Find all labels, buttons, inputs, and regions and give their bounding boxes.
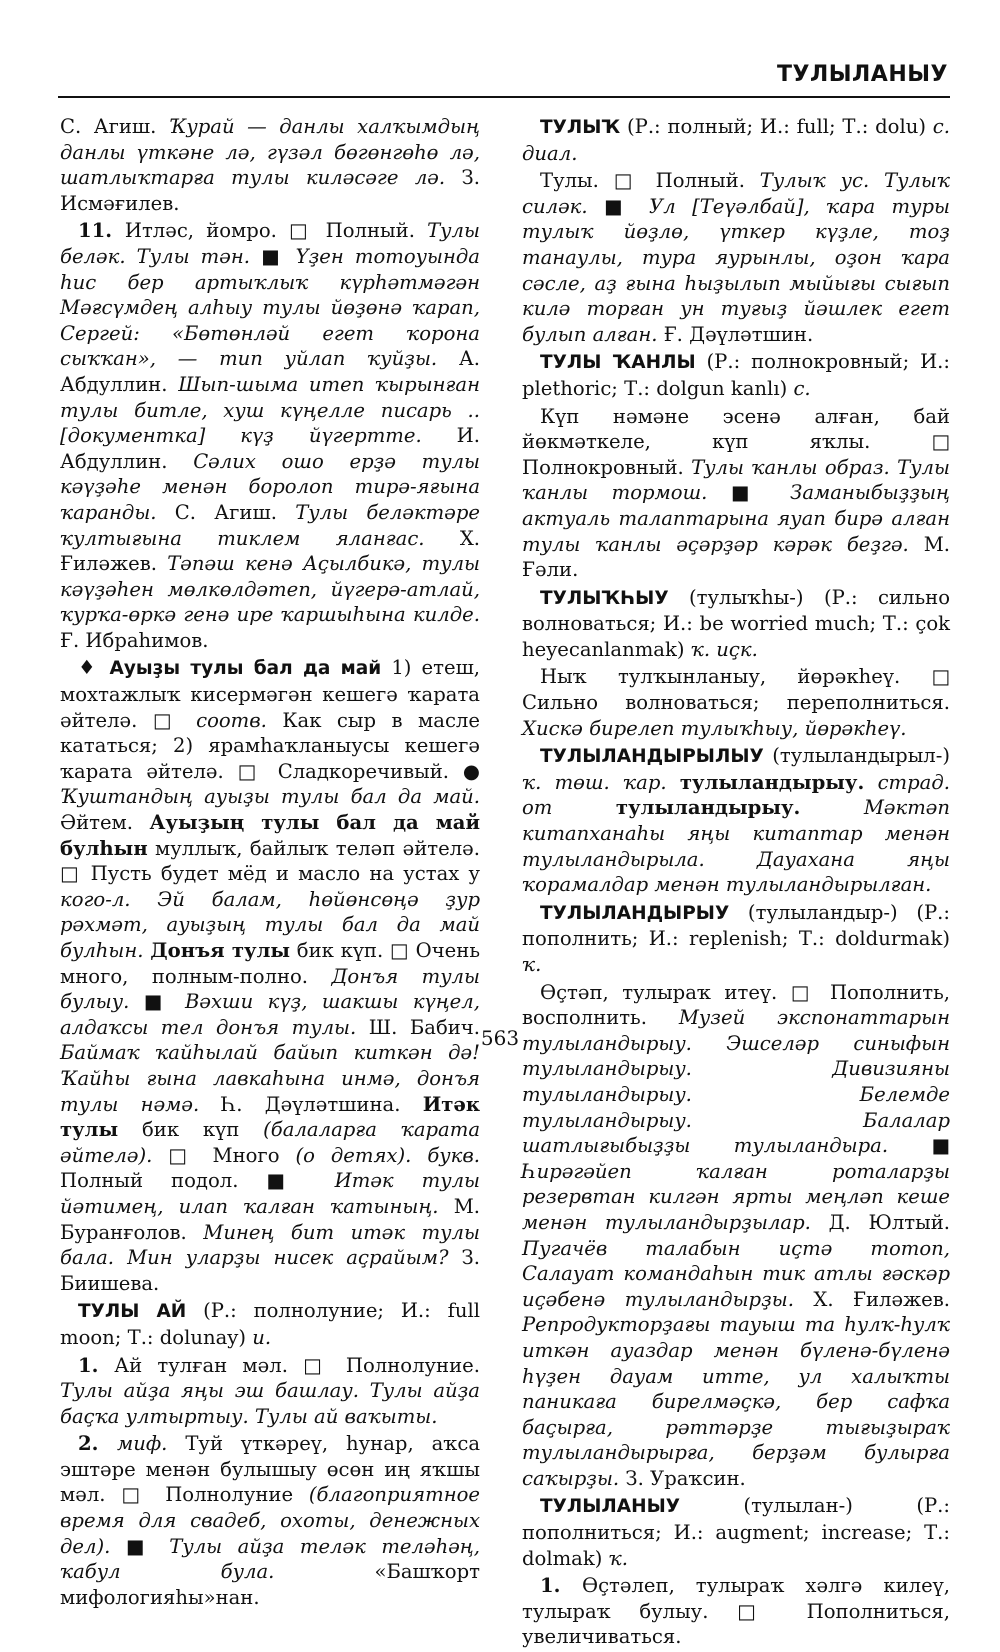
entry-headword: ТУЛЫҠҺЫУ <box>540 587 669 609</box>
text-run: Итләс, йомро. □ Полный. <box>124 219 428 243</box>
text-run: М. Ғәли. <box>522 532 950 582</box>
text-run <box>667 771 680 794</box>
right-column <box>522 114 950 1652</box>
dictionary-paragraph <box>522 980 950 1492</box>
text-run: Ҡурай — данлы халҡымдың данлы үткәне лә, гүзәл бөгөнгөһө лә, шатлыҡтарға тулы киләсәге лә. <box>60 115 480 190</box>
dictionary-paragraph <box>60 1298 480 1350</box>
dictionary-paragraph <box>60 114 480 216</box>
text-run: ҡ. <box>522 953 542 976</box>
dictionary-paragraph <box>60 655 480 1296</box>
dictionary-paragraph <box>522 1573 950 1650</box>
text-run: Ныҡ тулҡынланыу, йөрәкһеү. □ Сильно волноваться; переполниться. <box>522 665 950 715</box>
text-run: ҡ. иҫк. <box>690 637 758 661</box>
dictionary-paragraph <box>60 218 480 653</box>
text-run: тулыландырыу. <box>679 770 865 794</box>
dictionary-paragraph <box>522 1493 950 1571</box>
text-run: тулыландырыу. <box>615 796 801 820</box>
text-run: Ш. Бабич. <box>356 1015 480 1039</box>
text-run: муллыҡ, байлыҡ теләп әйтелә. □ Пусть будет мёд и масло на устах у <box>60 836 480 886</box>
entry-headword: ТУЛЫ ҠАНЛЫ <box>540 352 696 374</box>
text-run: Тулы айҙа яңы эш башлау. Тулы айҙа баҫҡа ултыртыу. Тулы ай ваҡыты. <box>60 1379 480 1428</box>
text-run <box>411 1144 427 1167</box>
left-column <box>60 114 480 1612</box>
text-run: Д. Юлтый. <box>810 1210 950 1234</box>
text-run: Сәлих ошо ерҙә тулы кәүҙәһе менән боролоп тирә-яғына ҡаранды. <box>60 449 480 524</box>
text-run: Тулыҡ ус. Тулыҡ силәк. <box>522 169 950 218</box>
text-run: С. Агиш. <box>60 115 169 138</box>
text-run: кого-л. <box>60 887 131 911</box>
dictionary-paragraph <box>522 349 950 401</box>
entry-headword: Ауыҙы тулы бал да май <box>109 658 382 680</box>
dictionary-paragraph <box>522 114 950 166</box>
text-run: (благоприятное время для свадеб, охоты, денежных дел). <box>60 1483 480 1558</box>
text-run: 2. <box>78 1432 117 1456</box>
text-run: Тулы беләктәре ҡултығына тиклем яланғас. <box>60 500 480 550</box>
text-run: (тулылан-) (Р.: пополниться; И.: augment; increase; Т.: dolmak) <box>522 1494 950 1570</box>
text-run: 11. <box>78 219 125 243</box>
text-run: И. Абдуллин. <box>60 424 481 473</box>
text-run <box>800 796 864 819</box>
text-run: А. Абдуллин. <box>60 347 480 396</box>
text-run: Музей экспонаттарын тулыландырыу. Эшселәр синыфын тулыландырыу. Дивизияны тулыландырыу. Белемде тулыландырыу. Балалар шатлығыбыҙҙы тулыландыра. <box>522 1006 950 1158</box>
text-run: Заманыбыҙҙың актуаль талаптарына яуап бирә алған тулы ҡанлы әҫәрҙәр кәрәк беҙгә. <box>522 481 950 556</box>
text-run: ♦ <box>78 656 110 680</box>
text-run: Х. Ғиләжев. <box>60 526 481 576</box>
text-run: ■ <box>707 481 791 505</box>
text-run: страд. от <box>522 770 951 820</box>
text-run: З. Исмәғилев. <box>60 166 480 215</box>
dictionary-paragraph <box>522 168 950 347</box>
text-run: □ Много <box>152 1143 296 1167</box>
text-run: Донъя тулы <box>150 939 291 962</box>
text-run: Полный подол. ■ <box>60 1169 335 1193</box>
text-run: Тулы ҡанлы образ. Тулы ҡанлы тормош. <box>522 455 950 505</box>
dictionary-paragraph <box>60 1431 480 1610</box>
text-run: Ул [Теүәлбай], ҡара туры тулыҡ йөҙлө, үткер күҙле, тоҙ танаулы, тура яурынлы, оҙон ҡара сәсле, аҙ ғына һыҙылып мыйығы сығып килә торған ун туғыҙ йәшлек егет булып алған. <box>522 194 950 346</box>
text-run: Туй үткәреү, һунар, аҡса эштәре менән булышыу өсөн иң яҡшы мәл. □ Полнолуние <box>60 1432 480 1507</box>
entry-headword: ТУЛЫЛАНДЫРЫУ <box>540 902 730 924</box>
page-number: 563 <box>480 1026 520 1050</box>
text-run: Минең бит итәк тулы бала. Мин уларҙы нисек аҫрайым? <box>60 1220 480 1270</box>
text-run: М. Буранғолов. <box>60 1194 480 1244</box>
dictionary-paragraph <box>60 1353 480 1430</box>
dictionary-paragraph <box>522 900 950 978</box>
text-run: букв. <box>427 1143 480 1167</box>
header-rule <box>58 96 950 98</box>
text-run: Ғ. Ибраһимов. <box>60 628 209 652</box>
text-run: Итәк тулы <box>60 1092 480 1142</box>
text-run: миф. <box>116 1432 168 1456</box>
text-run: (Р.: полнокровный; И.: plethoric; Т.: dolgun kanlı) <box>522 350 950 400</box>
text-run: ■ <box>587 194 650 218</box>
text-run: «Башҡорт мифологияһы»нан. <box>60 1560 480 1609</box>
text-run: с. диал. <box>522 115 950 165</box>
text-run: Баймаҡ ҡайһылай байып киткән дә! Ҡайһы ғына лавкаһына инмә, донъя тулы нәмә. <box>60 1041 480 1116</box>
text-run: ҡ. <box>608 1546 628 1570</box>
entry-headword: ТУЛЫ АЙ <box>78 1301 187 1323</box>
text-run: З. Ураҡсин. <box>619 1466 746 1490</box>
text-run: Ай тулған мәл. □ Полнолуние. <box>114 1353 480 1377</box>
text-run: бик күп <box>118 1118 264 1142</box>
text-run: Мәктәп китапханаһы яңы китаптар менән тулыландырыла. Дауахана яңы ҡорамалдар менән тулыландырылған. <box>522 796 951 897</box>
text-run: 1. <box>78 1353 115 1377</box>
dictionary-paragraph <box>522 404 950 583</box>
text-run: Ғ. Дәүләтшин. <box>657 322 814 346</box>
text-run: Ҡуштандың ауыҙы тулы бал да май. <box>60 785 480 809</box>
text-run: Үҙен тотоуында һис бер артыҡлыҡ күрһәтмәгән Мәғсүмдең алһыу тулы йөҙөнә ҡарап, Сергей: «Бөтөнләй егет ҡорона сыҡҡан», — тип уйлап ҡуйҙы. <box>60 244 480 371</box>
running-header-title: ТУЛЫЛАНЫУ <box>776 62 948 87</box>
text-run: Донъя тулы булыу. <box>60 964 480 1014</box>
text-run: ■ <box>110 1534 170 1558</box>
dictionary-paragraph <box>522 664 950 741</box>
text-run: Как сыр в масле кататься; 2) ярамһаҡланыусы кешегә ҡарата әйтелә. □ Сладкоречивый. ● <box>60 708 480 783</box>
text-run: 1) етеш, мохтажлыҡ кисермәгән кешегә ҡарата әйтелә. □ <box>60 656 481 732</box>
text-run: (тулыландырыл-) <box>763 744 950 768</box>
text-run: Шып-шыма итеп ҡырынған тулы битле, хуш күңелле писарь .. [документка] күҙ йүгертте. <box>60 372 480 448</box>
text-run: (тулыландыр-) (Р.: пополнить; И.: replenish; Т.: doldurmak) <box>522 900 950 951</box>
text-run: (тулыҡһы-) (Р.: сильно волноваться; И.: be worried much; Т.: çok heyecanlanmak) <box>522 585 950 661</box>
text-run: С. Агиш. <box>156 500 296 524</box>
dictionary-paragraph <box>522 585 950 663</box>
text-run: соотв. <box>196 708 267 732</box>
text-run: Вәхши күҙ, шакшы күңел, алдаҡсы тел донъя тулы. <box>60 990 480 1039</box>
text-run: (о детях). <box>295 1143 412 1167</box>
text-run: (Р.: полный; И.: full; Т.: dolu) <box>620 115 933 138</box>
text-run: ҡ. төш. ҡар. <box>522 770 667 794</box>
text-run <box>131 888 158 911</box>
text-run: Күп нәмәне эсенә алған, бай йөкмәткеле, күп яҡлы. □ Полнокровный. <box>522 404 950 479</box>
text-run: Пугачёв талабын иҫтә тотоп, Салауат командаһын тик атлы ғәскәр иҫәбенә тулыландырҙы. <box>522 1236 950 1311</box>
text-run: 1. <box>540 1574 583 1598</box>
dictionary-paragraph <box>522 743 950 898</box>
text-run: Итәк тулы йәтимең, илап ҡалған ҡатының. <box>60 1169 480 1218</box>
text-run: Әйтем. <box>60 811 150 835</box>
text-run: Тулы беләк. Тулы тән. <box>60 219 480 268</box>
text-run: Һирәгәйеп ҡалған роталарҙы резервтан килгән ярты меңләп кеше менән тулыландырҙылар. <box>522 1159 950 1234</box>
text-run: бик күп. □ Очень много, полным-полно. <box>60 939 480 988</box>
entry-headword: ТУЛЫҠ <box>540 117 621 138</box>
text-run: (балаларға ҡарата әйтелә). <box>60 1118 480 1167</box>
text-run: Һ. Дәүләтшина. <box>199 1092 423 1116</box>
entry-headword: ТУЛЫЛАНДЫРЫЛЫУ <box>540 746 764 768</box>
entry-headword: ТУЛЫЛАНЫУ <box>540 1496 681 1518</box>
text-run: с. <box>793 376 811 400</box>
text-run: и. <box>252 1325 272 1349</box>
text-run: ■ <box>249 244 296 268</box>
text-run: Тулы айҙа теләк теләһәң, ҡабул була. <box>60 1534 480 1584</box>
text-run: Хискә бирелеп тулыҡһыу, йөрәкһеү. <box>522 716 907 740</box>
text-run: (Р.: полнолуние; И.: full moon; Т.: dolunay) <box>60 1299 480 1349</box>
text-run: ■ <box>888 1134 950 1158</box>
text-run: Репродукторҙағы тауыш та һулҡ-һулҡ иткән ауаздар менән бүленә-бүленә һүҙен дауам итте, ул халыҡты паникаға бирелмәҫкә, бер сафҡа баҫырға, рәттәрҙе тығыҙыраҡ тулыландырырға, берҙәм булырға саҡырҙы. <box>522 1313 950 1490</box>
text-run: Тәпәш кенә Аҫылбикә, тулы кәүҙәһен мөлкөлдәтеп, йүгерә-атлай, ҡурҡа-өркә генә ире ҡаршыһына килде. <box>60 552 481 627</box>
text-run: ■ <box>129 990 185 1014</box>
text-run <box>552 796 616 819</box>
text-run: Тулы. □ Полный. <box>540 169 760 193</box>
text-run: З. Биишева. <box>60 1246 480 1295</box>
text-run: Өҫтәлеп, тулыраҡ хәлгә килеү, тулыраҡ булыу. □ Пополниться, увеличиваться. <box>522 1574 950 1649</box>
text-run: Ауыҙың тулы бал да май булһын <box>60 811 480 860</box>
text-run: Х. Ғиләжев. <box>793 1287 950 1311</box>
text-run: Эй балам, һөйөнсөңә ҙур рәхмәт, ауыҙың тулы бал да май булһын. <box>60 887 480 962</box>
text-run: Өҫтәп, тулыраҡ итеү. □ Пополнить, восполнить. <box>522 980 950 1030</box>
text-run <box>864 771 877 794</box>
